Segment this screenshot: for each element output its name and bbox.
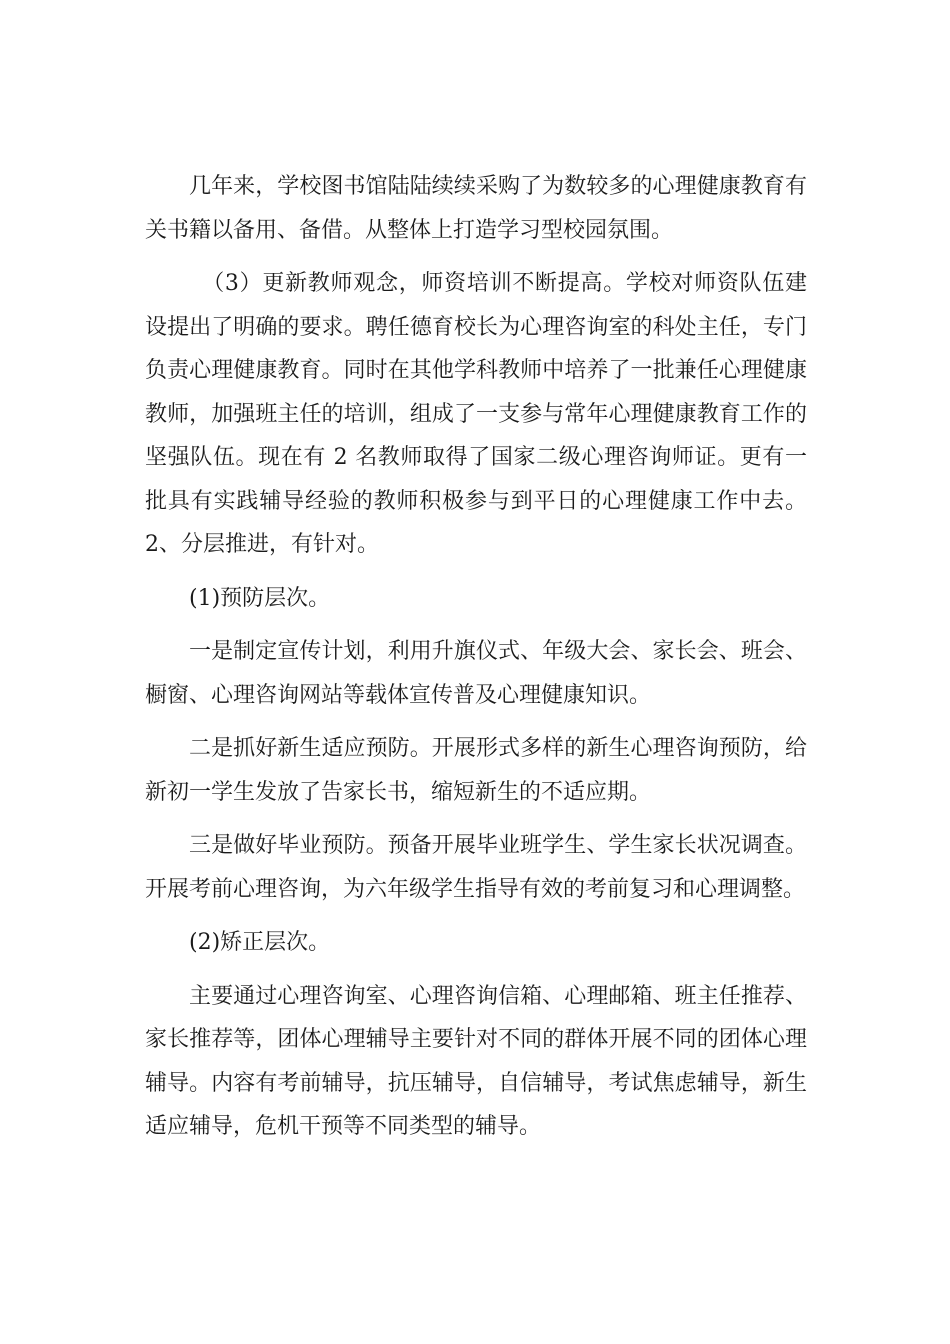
paragraph-prevention-heading: (1)预防层次。 bbox=[189, 585, 331, 611]
paragraph-library: 几年来，学校图书馆陆陆续续采购了为数较多的心理健康教育有关书籍以备用、备借。从整体上打造学习型校园氛围。 bbox=[145, 174, 807, 243]
paragraph-correction-heading: (2)矫正层次。 bbox=[189, 930, 331, 955]
paragraph-freshman-adaptation: 二是抓好新生适应预防。开展形式多样的新生心理咨询预防，给新初一学生发放了告家长书，缩短新生的不适应期。 bbox=[145, 736, 807, 805]
paragraph-graduation-prevention: 三是做好毕业预防。预备开展毕业班学生、学生家长状况调查。开展考前心理咨询，为六年级学生指导有效的考前复习和心理调整。 bbox=[145, 833, 807, 902]
paragraph-publicity-plan: 一是制定宣传计划，利用升旗仪式、年级大会、家长会、班会、橱窗、心理咨询网站等载体宣传普及心理健康知识。 bbox=[145, 639, 807, 708]
paragraph-teacher-training: （3）更新教师观念，师资培训不断提高。学校对师资队伍建设提出了明确的要求。聘任德育校长为心理咨询室的科处主任，专门负责心理健康教育。同时在其他学科教师中培养了一批兼任心理健康教师，加强班主任的培训，组成了一支参与常年心理健康教育工作的坚强队伍。现在有 2 名教师取得了国家二级心理咨询师证。更有一批具有实践辅导经验的教师积极参与到平日的心理健康工作中去。2、分层推进，有针对。 bbox=[145, 271, 807, 557]
document-body bbox=[145, 165, 807, 1159]
paragraph-counseling-channels: 主要通过心理咨询室、心理咨询信箱、心理邮箱、班主任推荐、家长推荐等，团体心理辅导主要针对不同的群体开展不同的团体心理辅导。内容有考前辅导，抗压辅导，自信辅导，考试焦虑辅导，新生适应辅导，危机干预等不同类型的辅导。 bbox=[145, 983, 807, 1139]
